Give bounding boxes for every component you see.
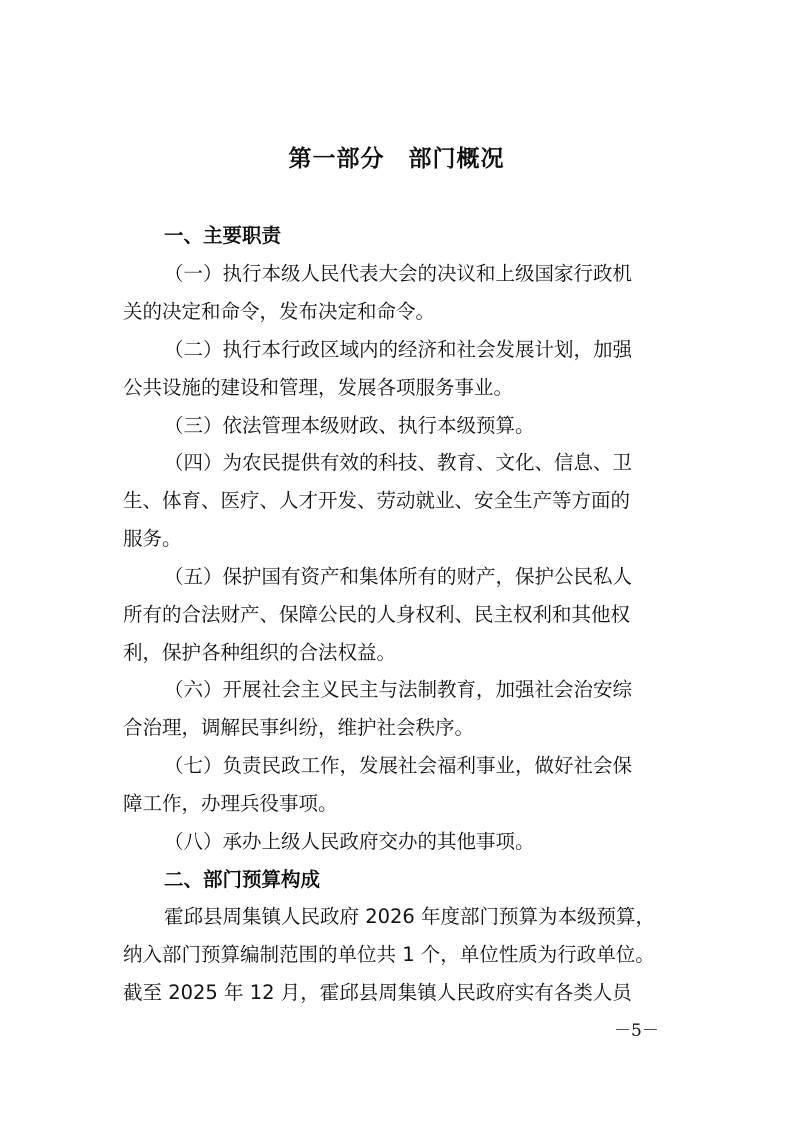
paragraph-line: 障工作，办理兵役事项。 xyxy=(123,792,338,815)
paragraph-line: 截至 2025 年 12 月，霍邱县周集镇人民政府实有各类人员 xyxy=(123,981,632,1004)
paragraph-line: （二）执行本行政区域内的经济和社会发展计划，加强 xyxy=(164,338,633,361)
paragraph-line: （八）承办上级人民政府交办的其他事项。 xyxy=(164,830,535,853)
paragraph-line: 生、体育、医疗、人才开发、劳动就业、安全生产等方面的 xyxy=(123,489,631,512)
paragraph-line: （五）保护国有资产和集体所有的财产，保护公民私人 xyxy=(164,565,633,588)
paragraph-line: 利，保护各种组织的合法权益。 xyxy=(123,641,397,664)
paragraph-line: 公共设施的建设和管理，发展各项服务事业。 xyxy=(123,376,514,399)
section-heading-budget: 二、部门预算构成 xyxy=(164,868,321,891)
paragraph-line: （一）执行本级人民代表大会的决议和上级国家行政机 xyxy=(164,262,633,285)
paragraph-line: （六）开展社会主义民主与法制教育，加强社会治安综 xyxy=(164,678,633,701)
paragraph-line: 关的决定和命令，发布决定和命令。 xyxy=(123,300,436,323)
paragraph-line: 服务。 xyxy=(123,527,182,550)
page-number: －5－ xyxy=(614,1021,659,1041)
paragraph-line: （七）负责民政工作，发展社会福利事业，做好社会保 xyxy=(164,754,633,777)
page-title: 第一部分 部门概况 xyxy=(288,146,505,172)
paragraph-line: 纳入部门预算编制范围的单位共 1 个，单位性质为行政单位。 xyxy=(123,943,655,966)
paragraph-line: （三）依法管理本级财政、执行本级预算。 xyxy=(164,414,535,437)
paragraph-line: 所有的合法财产、保障公民的人身权利、民主权利和其他权 xyxy=(123,603,631,626)
paragraph-line: 霍邱县周集镇人民政府 2026 年度部门预算为本级预算， xyxy=(164,905,656,928)
paragraph-line: （四）为农民提供有效的科技、教育、文化、信息、卫 xyxy=(164,451,633,474)
paragraph-line: 合治理，调解民事纠纷，维护社会秩序。 xyxy=(123,716,475,739)
section-heading-duties: 一、主要职责 xyxy=(164,224,282,247)
